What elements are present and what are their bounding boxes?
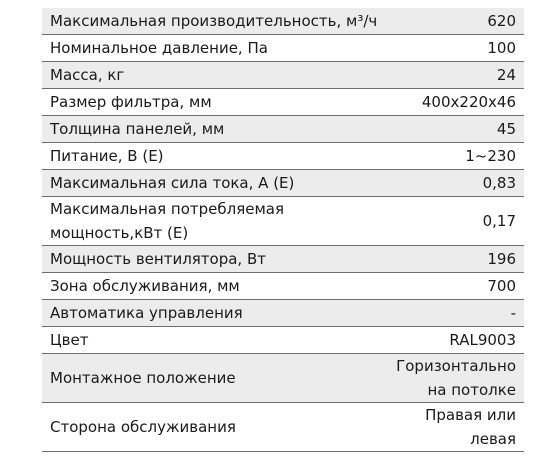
- row-label: Максимальная потребляемая мощность,кВт (Е): [42, 197, 387, 246]
- table-row: [42, 143, 524, 170]
- row-value: -: [387, 300, 524, 327]
- spec-table: [42, 8, 524, 452]
- row-label: Максимальная сила тока, А (Е): [42, 170, 387, 197]
- row-label: Мощность вентилятора, Вт: [42, 246, 387, 273]
- row-label: Монтажное положение: [42, 354, 387, 403]
- row-label: Зона обслуживания, мм: [42, 273, 387, 300]
- row-label: Сторона обслуживания: [42, 403, 387, 452]
- row-label: Номинальное давление, Па: [42, 35, 387, 62]
- table-row: [42, 62, 524, 89]
- row-label: Масса, кг: [42, 62, 387, 89]
- table-row: [42, 403, 524, 452]
- table-row: [42, 197, 524, 246]
- row-label: Толщина панелей, мм: [42, 116, 387, 143]
- table-row: [42, 35, 524, 62]
- row-label: Питание, В (Е): [42, 143, 387, 170]
- row-label: Цвет: [42, 327, 387, 354]
- row-label: Размер фильтра, мм: [42, 89, 387, 116]
- table-row: [42, 116, 524, 143]
- row-value: 100: [387, 35, 524, 62]
- table-row: [42, 89, 524, 116]
- table-row: [42, 246, 524, 273]
- table-row: [42, 300, 524, 327]
- table-row: [42, 273, 524, 300]
- row-value: 0,83: [387, 170, 524, 197]
- table-row: [42, 327, 524, 354]
- row-value: 700: [387, 273, 524, 300]
- row-value: 620: [387, 8, 524, 35]
- row-value: 0,17: [387, 197, 524, 246]
- row-value: 24: [387, 62, 524, 89]
- row-value: RAL9003: [387, 327, 524, 354]
- table-row: [42, 8, 524, 35]
- row-value: Правая или левая: [387, 403, 524, 452]
- table-row: [42, 354, 524, 403]
- row-value: 45: [387, 116, 524, 143]
- row-label: Максимальная производительность, м³/ч: [42, 8, 387, 35]
- row-value: 400x220x46: [387, 89, 524, 116]
- row-value: 1~230: [387, 143, 524, 170]
- table-row: [42, 170, 524, 197]
- row-label: Автоматика управления: [42, 300, 387, 327]
- row-value: Горизонтально на потолке: [387, 354, 524, 403]
- row-value: 196: [387, 246, 524, 273]
